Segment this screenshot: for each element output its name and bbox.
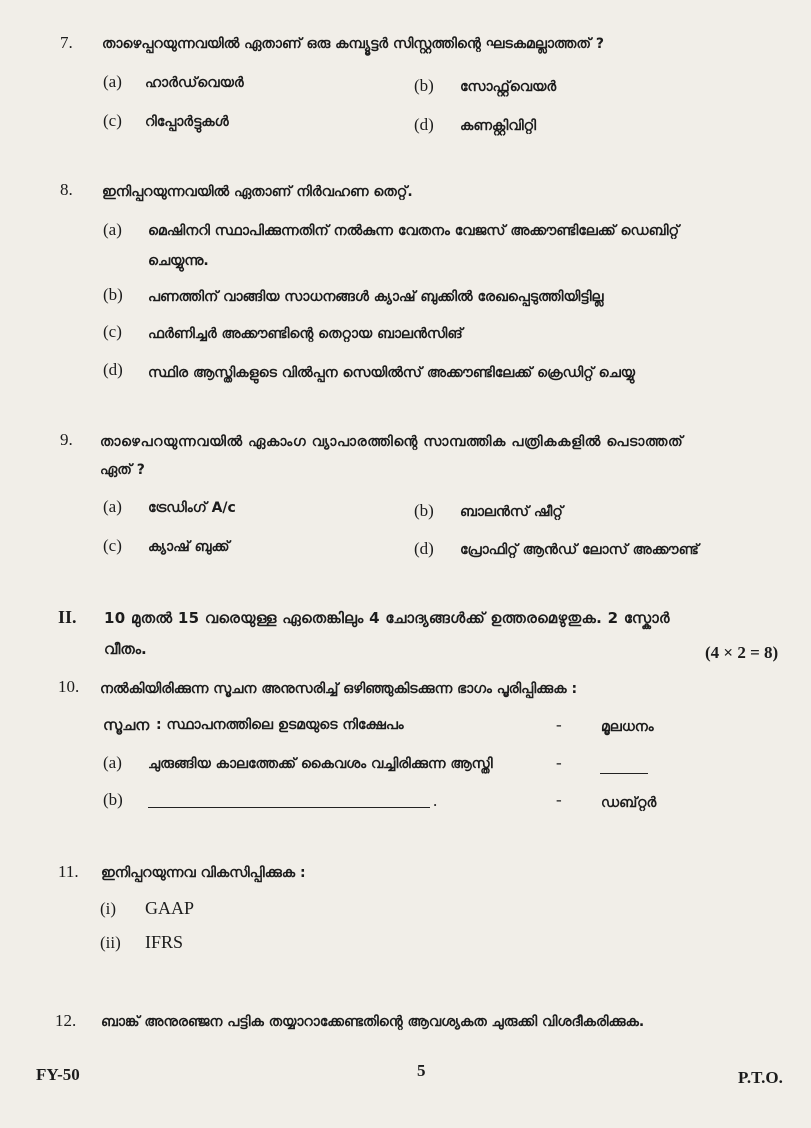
page-number: 5 [417, 1061, 426, 1080]
q7-option-c-text: റിപ്പോർട്ടുകൾ [145, 114, 229, 130]
q9-option-b-text: ബാലൻസ് ഷീറ്റ് [460, 504, 563, 520]
q10-b-blank-line [148, 807, 430, 808]
q7-option-b-text: സോഫ്റ്റ്‌വെയർ [460, 79, 557, 95]
q8-number: 8. [60, 180, 73, 199]
section-number: II. [58, 607, 77, 627]
q7-text: താഴെപ്പറയുന്നവയിൽ ഏതാണ് ഒരു കമ്പ്യൂട്ടർ സിസ്റ്റത്തിന്റെ ഘടകമല്ലാത്തത് ? [102, 36, 604, 52]
q8-option-d-text: സ്ഥിര ആസ്തികളുടെ വിൽപ്പന സെയിൽസ് അക്കൗണ്ടിലേക്ക് ക്രെഡിറ്റ് ചെയ്യു [148, 365, 635, 381]
q11-text: ഇനിപ്പറയുന്നവ വികസിപ്പിക്കുക : [101, 865, 306, 881]
q9-number: 9. [60, 430, 73, 449]
q9-option-a-text: ട്രേഡിംഗ് A/c [148, 500, 236, 516]
q10-hint-dash: - [556, 715, 562, 734]
q10-b-label: (b) [103, 790, 123, 809]
q8-option-c-text: ഫർണിച്ചർ അക്കൗണ്ടിന്റെ തെറ്റായ ബാലൻസിങ് [148, 326, 463, 342]
q8-option-b-text: പണത്തിന് വാങ്ങിയ സാധനങ്ങൾ ക്യാഷ് ബുക്കിൽ രേഖപ്പെടുത്തിയിട്ടില്ല [148, 289, 604, 305]
q11-item-2-label: (ii) [100, 933, 121, 952]
section-instruction-cont: വീതം. [104, 640, 147, 658]
q8-option-a-label: (a) [103, 220, 122, 239]
q8-option-b-label: (b) [103, 285, 123, 304]
q12-number: 12. [55, 1011, 77, 1030]
q11-item-1-text: GAAP [145, 898, 195, 918]
q12-text: ബാങ്ക് അനുരഞ്ജന പട്ടിക തയ്യാറാക്കേണ്ടതിന്റെ ആവശ്യകത ചുരുക്കി വിശദീകരിക്കുക. [101, 1014, 645, 1030]
q8-option-a-text-cont: ചെയ്യുന്നു. [148, 253, 209, 269]
q7-option-a-text: ഹാർഡ്‌വെയർ [145, 75, 244, 91]
q10-a-answer-blank [600, 773, 648, 774]
q8-option-a-text: മെഷിനറി സ്ഥാപിക്കുന്നതിന് നൽകുന്ന വേതനം വേജസ് അക്കൗണ്ടിലേക്ക് ഡെബിറ്റ് [148, 223, 680, 239]
q9-option-c-text: ക്യാഷ് ബുക്ക് [148, 539, 230, 555]
q10-text: നൽകിയിരിക്കുന്ന സൂചന അനുസരിച്ച് ഒഴിഞ്ഞുകിടക്കുന്ന ഭാഗം പൂരിപ്പിക്കുക : [100, 681, 578, 697]
q10-number: 10. [58, 677, 80, 696]
q10-hint-answer: മൂലധനം [601, 719, 654, 735]
q7-option-d-label: (d) [414, 115, 434, 134]
q11-number: 11. [58, 862, 79, 881]
q7-option-b-label: (b) [414, 76, 434, 95]
q9-text: താഴെപറയുന്നവയിൽ ഏകാംഗ വ്യാപാരത്തിന്റെ സാമ്പത്തിക പത്രികകളിൽ പെടാത്തത് [100, 434, 684, 450]
please-turn-over: P.T.O. [738, 1068, 783, 1087]
q8-text: ഇനിപ്പറയുന്നവയിൽ ഏതാണ് നിർവഹണ തെറ്റ്. [102, 184, 413, 200]
q10-b-answer: ഡബ്റ്റർ [601, 795, 657, 811]
q10-hint-label: സൂചന [103, 716, 150, 734]
q9-option-d-label: (d) [414, 539, 434, 558]
q10-a-label: (a) [103, 753, 122, 772]
q9-option-c-label: (c) [103, 536, 122, 555]
q8-option-c-label: (c) [103, 322, 122, 341]
q8-option-d-label: (d) [103, 360, 123, 379]
q11-item-1-label: (i) [100, 899, 117, 918]
q9-option-b-label: (b) [414, 501, 434, 520]
q10-b-dot: . [433, 791, 438, 810]
q7-option-c-label: (c) [103, 111, 122, 130]
q7-number: 7. [60, 33, 73, 52]
q11-item-2-text: IFRS [145, 932, 184, 952]
q10-hint-text: : സ്ഥാപനത്തിലെ ഉടമയുടെ നിക്ഷേപം [156, 717, 404, 733]
q10-a-dash: - [556, 753, 562, 772]
paper-code: FY-50 [36, 1065, 80, 1084]
q10-b-dash: - [556, 790, 562, 809]
q9-text-cont: ഏത് ? [100, 462, 145, 478]
q7-option-d-text: കണക്റ്റിവിറ്റി [460, 118, 537, 134]
q9-option-d-text: പ്രോഫിറ്റ് ആൻഡ് ലോസ് അക്കൗണ്ട് [460, 542, 699, 558]
q10-a-text: ചുരുങ്ങിയ കാലത്തേക്ക് കൈവശം വച്ചിരിക്കുന്ന ആസ്തി [148, 756, 493, 772]
q9-option-a-label: (a) [103, 497, 122, 516]
section-instruction: 10 മുതൽ 15 വരെയുള്ള ഏതെങ്കിലും 4 ചോദ്യങ്ങൾക്ക് ഉത്തരമെഴുതുക. 2 സ്കോർ [104, 609, 670, 627]
q7-option-a-label: (a) [103, 72, 122, 91]
section-marks: (4 × 2 = 8) [705, 643, 779, 662]
